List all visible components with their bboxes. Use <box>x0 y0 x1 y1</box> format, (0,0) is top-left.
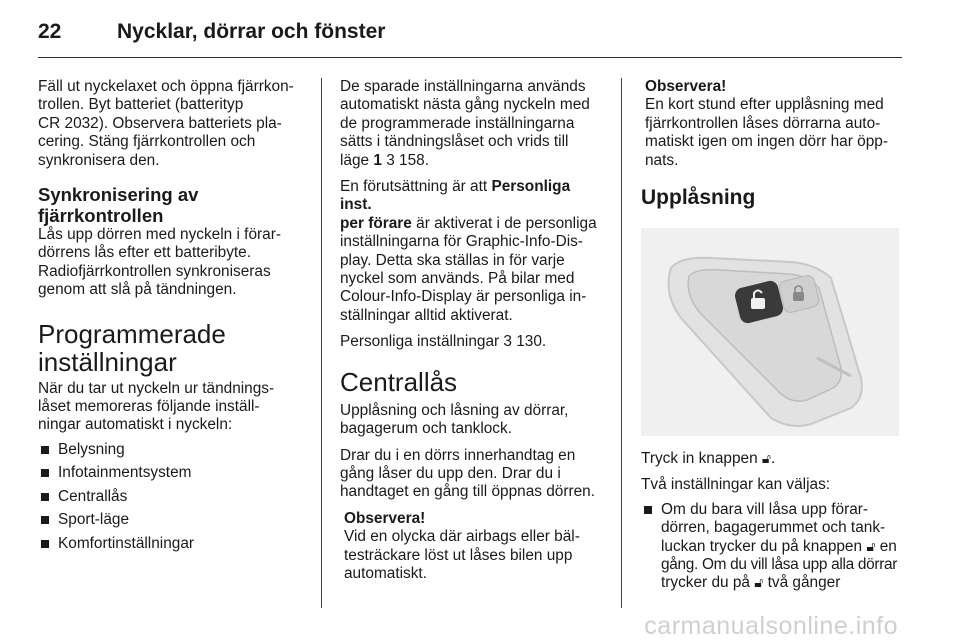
settings-list <box>38 441 310 553</box>
heading-line: Synkronisering av <box>38 184 199 206</box>
text-line: fjärrkontrollen låses dörrarna auto- <box>645 114 881 132</box>
text-line: gång låser du upp den. Drar du i <box>340 464 561 482</box>
menu-term: Personliga inst. <box>340 178 571 214</box>
text-span: luckan trycker du på knappen <box>661 537 863 555</box>
text-span: läge <box>340 151 374 169</box>
list-item: Infotainmentsystem <box>38 464 310 482</box>
unlock-icon: 🔓︎ <box>754 575 764 592</box>
list-item <box>641 501 907 593</box>
text-line: genom att slå på tändningen. <box>38 281 237 299</box>
text-line: nats. <box>645 151 679 169</box>
text-line: cering. Stäng fjärrkontrollen och <box>38 133 256 151</box>
header-divider <box>38 57 902 58</box>
saved-settings-paragraph <box>340 78 606 170</box>
door-handle-paragraph <box>340 447 606 502</box>
text-line: play. Detta ska ställas in för varje <box>340 251 565 269</box>
text-span: En förutsättning är att <box>340 178 492 196</box>
text-line: Drar du i en dörrs innerhandtag en <box>340 446 576 464</box>
note-title: Observera! <box>645 78 727 95</box>
note-title: Observera! <box>344 509 426 527</box>
list-item: Komfortinställningar <box>38 535 310 553</box>
press-button-line <box>641 450 907 468</box>
list-item: Centrallås <box>38 488 310 506</box>
central-locking-paragraph <box>340 402 606 439</box>
prerequisite-paragraph <box>340 178 606 325</box>
text-span: är aktiverat i de personliga <box>411 214 597 232</box>
text-line: CR 2032). Observera batteriets pla- <box>38 114 282 132</box>
text-line <box>340 215 606 233</box>
text-line: matiskt igen om ingen dörr har öpp- <box>645 133 888 151</box>
text-span: en <box>879 537 897 555</box>
text-line <box>340 152 606 170</box>
text-line: ställningar alltid aktiverat. <box>340 306 513 324</box>
text-line: Radiofjärrkontrollen synkroniseras <box>38 262 271 280</box>
heading-line: inställningar <box>38 346 177 377</box>
text-line: låset memoreras följande inställ- <box>38 398 260 416</box>
column-3 <box>641 78 907 598</box>
text-line: inställningarna för Graphic-Info-Dis- <box>340 233 583 251</box>
text-span: . <box>770 450 776 468</box>
unlock-icon: 🔓︎ <box>761 451 771 468</box>
unlock-icon: 🔓︎ <box>866 538 876 555</box>
text-span: Tryck in knappen <box>641 450 758 468</box>
text-line <box>661 538 907 556</box>
list-item: Sport-läge <box>38 511 310 529</box>
personal-settings-reference[interactable]: Personliga inställningar 3 130. <box>340 333 547 351</box>
remote-key-illustration <box>641 228 899 436</box>
text-line: trollen. Byt batteriet (batterityp <box>38 96 244 114</box>
heading-line: Programmerade <box>38 318 226 349</box>
text-line: dörrens lås efter ett batteribyte. <box>38 244 252 262</box>
text-line: bagagerum och tanklock. <box>340 420 512 438</box>
page-number: 22 <box>38 20 62 43</box>
sync-paragraph <box>38 226 310 300</box>
column-divider-1 <box>321 78 322 608</box>
text-line: Om du bara vill låsa upp förar- <box>661 500 869 518</box>
column-1 <box>38 78 310 558</box>
heading-line: fjärrkontrollen <box>38 205 164 227</box>
text-line: Fäll ut nyckelaxet och öppna fjärrkon- <box>38 78 294 95</box>
page-reference-link[interactable]: 3 158. <box>386 151 430 169</box>
text-line: De sparade inställningarna används <box>340 78 586 95</box>
text-line: När du tar ut nyckeln ur tändnings- <box>38 379 275 397</box>
text-line: Vid en olycka där airbags eller bäl- <box>344 528 580 546</box>
text-line: synkronisera den. <box>38 151 160 169</box>
text-line: automatiskt. <box>344 564 427 582</box>
page-title: Nycklar, dörrar och fönster <box>117 20 386 43</box>
remote-key-image <box>641 228 899 436</box>
text-line: En kort stund efter upplåsning med <box>645 96 884 114</box>
unlock-settings-list <box>641 501 907 593</box>
text-line: de programmerade inställningarna <box>340 114 575 132</box>
sync-heading <box>38 184 310 226</box>
programmed-paragraph <box>38 380 310 435</box>
auto-relock-note <box>641 78 907 170</box>
text-line <box>661 574 907 592</box>
text-line: dörren, bagagerummet och tank- <box>661 519 886 537</box>
text-line: gång. Om du vill låsa upp alla dörrar <box>661 556 898 574</box>
column-2 <box>340 78 606 583</box>
text-line: sätts i tändningslåset och vrids till <box>340 133 569 151</box>
position-label: 1 <box>373 151 382 169</box>
central-locking-heading: Centrallås <box>340 366 458 397</box>
battery-paragraph <box>38 78 310 170</box>
text-line: Lås upp dörren med nyckeln i förar- <box>38 226 281 244</box>
text-line: nyckel som används. På bilar med <box>340 270 575 288</box>
text-line: ningar automatiskt i nyckeln: <box>38 416 233 434</box>
airbag-note <box>340 510 606 584</box>
menu-term: per förare <box>340 214 412 232</box>
list-item: Belysning <box>38 441 310 459</box>
text-line: testräckare löst ut låses bilen upp <box>344 546 573 564</box>
programmed-settings-heading <box>38 320 310 376</box>
unlocking-heading: Upplåsning <box>641 186 756 210</box>
watermark: carmanualsonline.info <box>644 612 898 640</box>
text-line <box>340 178 606 215</box>
column-divider-2 <box>621 78 622 608</box>
text-line: handtaget en gång till öppnas dörren. <box>340 483 595 501</box>
text-line: Upplåsning och låsning av dörrar, <box>340 401 569 419</box>
text-line: automatiskt nästa gång nyckeln med <box>340 96 590 114</box>
text-line: Colour-Info-Display är personliga in- <box>340 288 587 306</box>
two-settings-line: Två inställningar kan väljas: <box>641 476 831 494</box>
text-span: två gånger <box>767 574 841 592</box>
text-span: trycker du på <box>661 574 750 592</box>
